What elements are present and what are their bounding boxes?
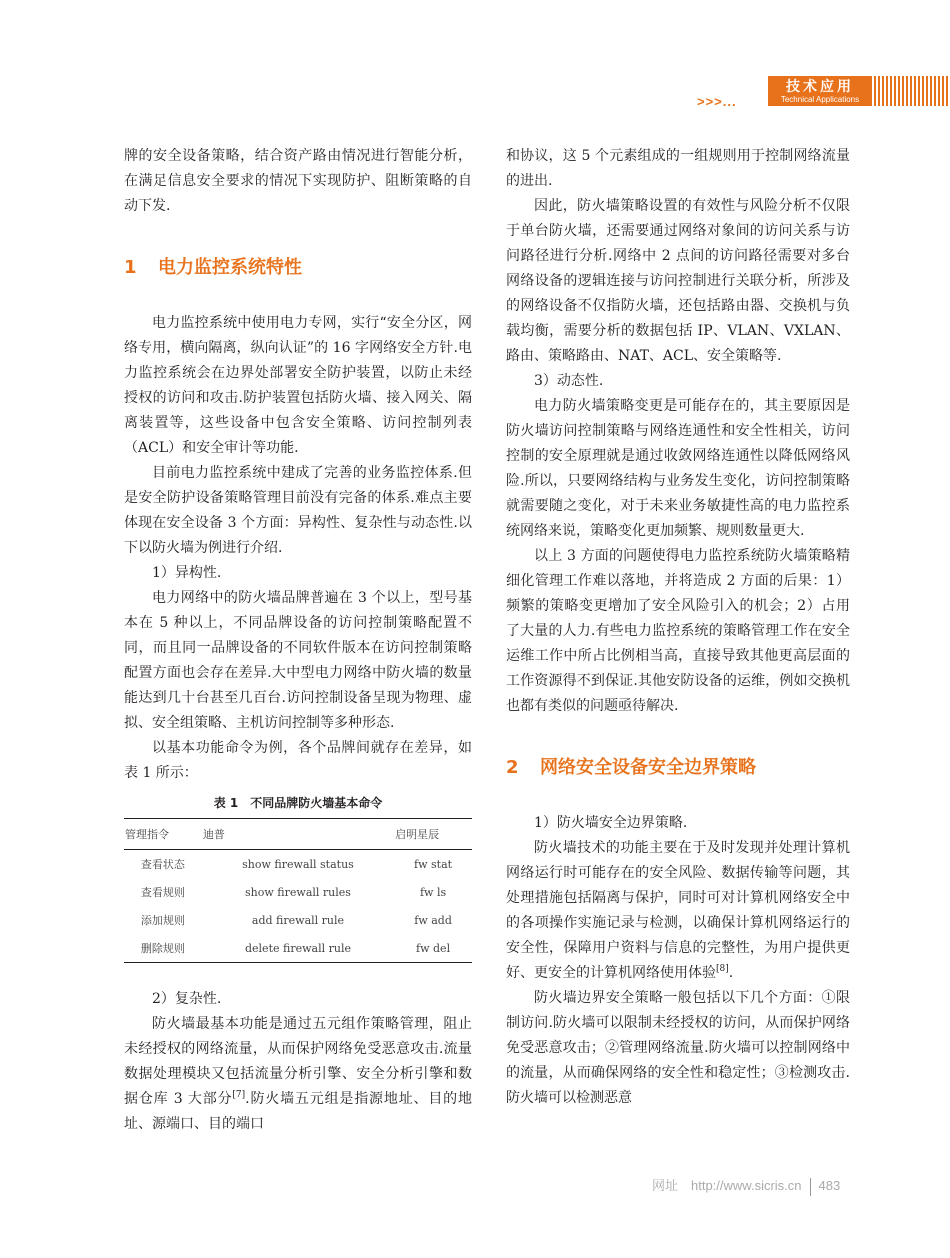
section-title-en: Technical Applications bbox=[780, 95, 860, 104]
subheading-complexity: 2）复杂性. bbox=[152, 991, 222, 1007]
intro-paragraph: 牌的安全设备策略，结合资产路由情况进行智能分析，在满足信息安全要求的情况下实现防护、阻断策略的自动下发. bbox=[124, 148, 472, 214]
section-tag bbox=[768, 76, 872, 106]
paragraph: 以上 3 方面的问题使得电力监控系统防火墙策略精细化管理工作难以落地，并将造成 2 方面的后果：1）频繁的策略变更增加了安全风险引入的机会；2）占用了大量的人力.有些电力监控系统的策略管理工作在安全运维工作中所占比例相当高，直接导致其他更高层面的工作资源得不到保证.其他安防设备的运维，例如交换机也都有类似的问题亟待解决. bbox=[506, 548, 850, 714]
table-header-row bbox=[124, 819, 472, 850]
footer-website: 网址 http://www.sicris.cn bbox=[652, 1178, 802, 1193]
left-column bbox=[124, 144, 472, 1137]
table-cell: show firewall status bbox=[242, 857, 354, 871]
paragraph-text: .防火墙五元组是指源地址、目的地址、源端口、目的端口 bbox=[124, 1091, 473, 1132]
table-cell: show firewall rules bbox=[245, 885, 351, 899]
section-2-heading bbox=[506, 755, 850, 781]
table-cell: 查看状态 bbox=[140, 857, 185, 871]
citation-ref: [7] bbox=[232, 1090, 246, 1100]
table-cell: add firewall rule bbox=[251, 913, 345, 927]
firewall-command-table bbox=[124, 818, 472, 963]
table-cell: delete firewall rule bbox=[244, 941, 351, 955]
paragraph: 电力防火墙策略变更是可能存在的，其主要原因是防火墙访问控制策略与网络连通性和安全性相关，访问控制的安全原理就是通过收敛网络连通性以降低网络风险.所以，只要网络结构与业务发生变化，访问控制策略就需要随之变化，对于未来业务敏捷性高的电力监控系统网络来说，策略变化更加频繁、规则数量更大. bbox=[506, 398, 850, 539]
section-title-cn: 技术应用 bbox=[786, 79, 854, 95]
table-cell: 删除规则 bbox=[140, 941, 185, 955]
paragraph: 电力监控系统中使用电力专网，实行“安全分区，网络专用，横向隔离，纵向认证”的 16 字网络安全方针.电力监控系统会在边界处部署安全防护装置，以防止未经授权的访问和攻击.防护装置包括防火墙、接入网关、隔离装置等，这些设备中包含安全策略、访问控制列表（ACL）和安全审计等功能. bbox=[124, 315, 472, 456]
table-header-cell: 迪普 bbox=[202, 819, 394, 850]
table-cell: fw stat bbox=[414, 857, 453, 871]
paragraph: 防火墙边界安全策略一般包括以下几个方面：①限制访问.防火墙可以限制未经授权的访问，从而保护网络免受恶意攻击；②管理网络流量.防火墙可以控制网络中的流量，从而确保网络的安全性和稳定性；③检测攻击.防火墙可以检测恶意 bbox=[506, 990, 850, 1106]
header-stripes-decoration bbox=[874, 76, 950, 106]
paragraph: 因此，防火墙策略设置的有效性与风险分析不仅限于单台防火墙，还需要通过网络对象间的访问关系与访问路径进行分析.网络中 2 点间的访问路径需要对多台网络设备的逻辑连接与访问控制进行关联分析，所涉及的网络设备不仅指防火墙，还包括路由器、交换机与负载均衡，需要分析的数据包括 IP、VLAN、VXLAN、路由、策略路由、NAT、ACL、安全策略等. bbox=[506, 198, 850, 364]
page-footer bbox=[652, 1175, 840, 1196]
table-row bbox=[124, 878, 472, 906]
paragraph-text: 防火墙最基本功能是通过五元组作策略管理，阻止未经授权的网络流量，从而保护网络免受恶意攻击.流量数据处理模块又包括流量分析引擎、安全分析引擎和数据仓库 3 大部分 bbox=[124, 1016, 472, 1107]
page-number: 483 bbox=[818, 1178, 841, 1193]
paragraph bbox=[506, 836, 850, 986]
right-column bbox=[506, 144, 850, 1111]
header-arrows: >>>... bbox=[697, 94, 737, 109]
section-2-number: 2 bbox=[506, 757, 519, 778]
section-1-number: 1 bbox=[124, 257, 137, 278]
section-1-title: 电力监控系统特性 bbox=[158, 257, 302, 278]
table-row bbox=[124, 934, 472, 963]
table-header-cell: 管理指令 bbox=[124, 819, 202, 850]
paragraph-text: 防火墙技术的功能主要在于及时发现并处理计算机网络运行时可能存在的安全风险、数据传输等问题，其处理措施包括隔离与保护，同时可对计算机网络安全中的各项操作实施记录与检测，以确保计算机网络运行的安全性，保障用户资料与信息的完整性，为用户提供更好、更安全的计算机网络使用体验 bbox=[506, 840, 850, 981]
paragraph: 目前电力监控系统中建成了完善的业务监控体系.但是安全防护设备策略管理目前没有完备的体系.难点主要体现在安全设备 3 个方面：异构性、复杂性与动态性.以下以防火墙为例进行介绍. bbox=[124, 465, 472, 556]
table-row bbox=[124, 906, 472, 934]
table-cell: 添加规则 bbox=[140, 913, 185, 927]
subheading-firewall-boundary: 1）防火墙安全边界策略. bbox=[534, 815, 688, 831]
section-2-title: 网络安全设备安全边界策略 bbox=[540, 757, 756, 778]
table-cell: fw add bbox=[414, 913, 452, 927]
subheading-dynamism: 3）动态性. bbox=[534, 373, 604, 389]
table-cell: fw del bbox=[416, 941, 451, 955]
table-cell: fw ls bbox=[419, 885, 447, 899]
section-1-heading bbox=[124, 255, 472, 281]
subheading-heterogeneity: 1）异构性. bbox=[152, 565, 222, 581]
paragraph: 电力网络中的防火墙品牌普遍在 3 个以上，型号基本在 5 种以上，不同品牌设备的访问控制策略配置不同，而且同一品牌设备的不同软件版本在访问控制策略配置方面也会存在差异.大中型电力网络中防火墙的数量能达到几十台甚至几百台.访问控制设备呈现为物理、虚拟、安全组策略、主机访问控制等多种形态. bbox=[124, 590, 472, 731]
table-caption: 表 1 不同品牌防火墙基本命令 bbox=[213, 796, 383, 810]
table-row bbox=[124, 850, 472, 879]
paragraph bbox=[124, 1012, 472, 1137]
table-cell: 查看规则 bbox=[140, 885, 185, 899]
table-header-cell: 启明星辰 bbox=[394, 819, 472, 850]
paragraph: 和协议，这 5 个元素组成的一组规则用于控制网络流量的进出. bbox=[506, 148, 850, 189]
footer-divider bbox=[810, 1178, 811, 1196]
paragraph-text: . bbox=[728, 965, 734, 981]
paragraph: 以基本功能命令为例，各个品牌间就存在差异，如表 1 所示： bbox=[124, 740, 472, 781]
citation-ref: [8] bbox=[716, 964, 729, 974]
